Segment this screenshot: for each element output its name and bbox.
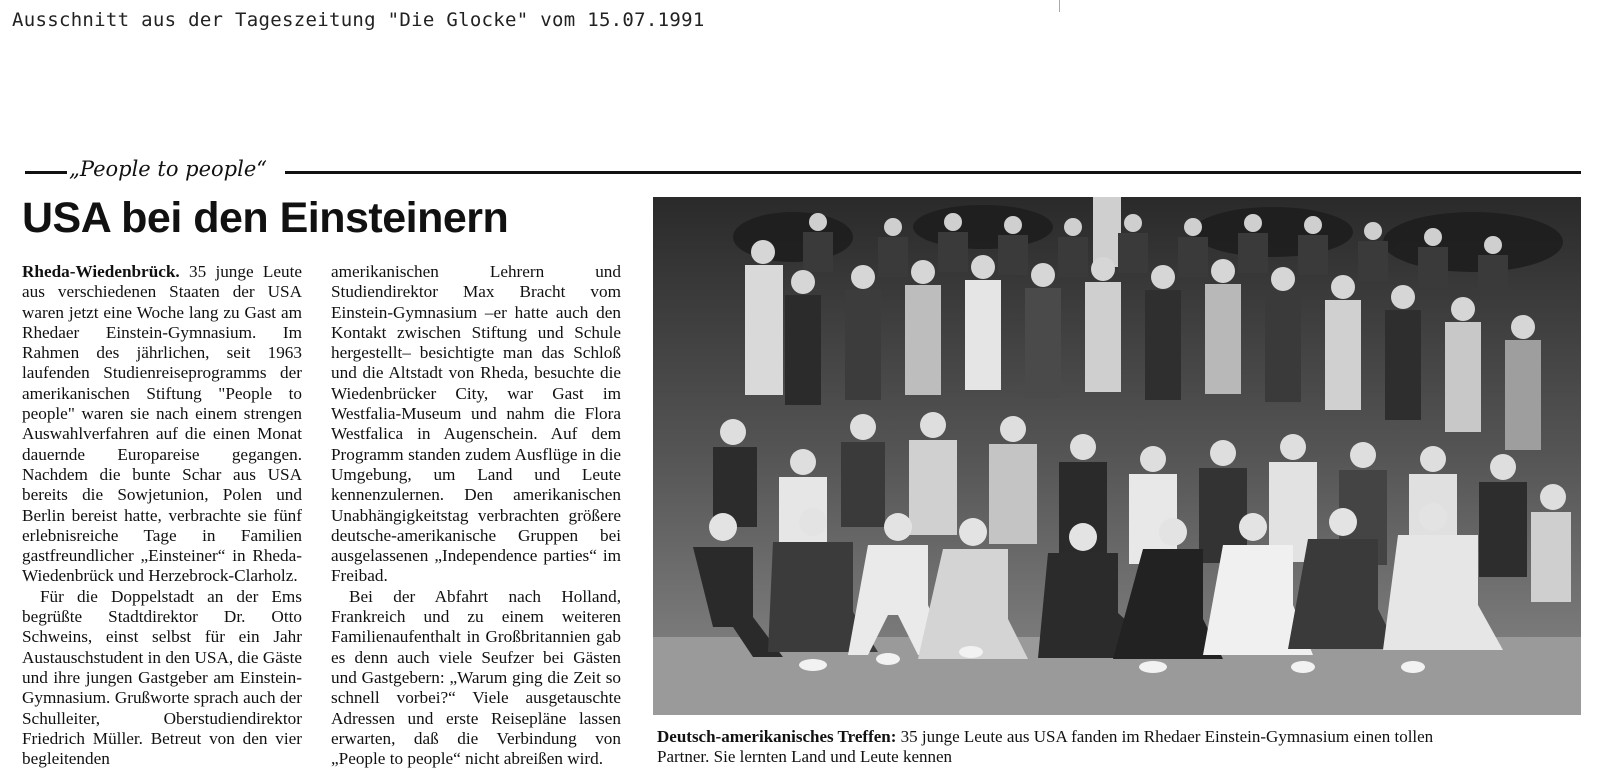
- kicker-right-rule: [285, 171, 1581, 174]
- group-photo-illustration: [653, 197, 1581, 715]
- clipping-source-header: Ausschnitt aus der Tageszeitung "Die Glocke" vom 15.07.1991: [12, 9, 705, 31]
- article-dateline: Rheda-Wiedenbrück.: [22, 262, 180, 281]
- article-paragraph-2: Für die Doppelstadt an der Ems begrüßte Stadtdirektor Dr. Otto Schweins, einst selbst für ein Jahr Austauschstudent in den USA, die Gäste und ihre jungen Gastgeber am Einstein-Gymnasium. Grußworte sprach auch der Schulleiter, Oberstudiendirektor Friedrich Müller. Betreut von den vier begleitenden: [22, 586, 302, 769]
- caption-text: 35 junge Leute aus USA fanden im Rhedaer Einstein-Gymnasium einen tollen: [900, 727, 1434, 746]
- caption-line-2: Partner. Sie lernten Land und Leute kennen: [657, 747, 953, 766]
- article-paragraph-3: amerikanischen Lehrern und Studiendirektor Max Bracht vom Einstein-Gymnasium –er hatte auch den Kontakt zwischen Stiftung und Schule hergestellt– besichtigte man das Schloß und die Altstadt von Rheda, besuchte die Wiedenbrücker City, war Gast im Westfalia-Museum und nahm die Flora Westfalica in Augenschein. Auf dem Programm standen zudem Ausflüge in die Umgebung, um Land und Leute kennenzulernen. Den amerikanischen Unabhängigkeitstag verbrachten größere deutsche-amerikanische Gruppen bei ausgelassenen „Independence parties“ im Freibad.: [331, 262, 621, 586]
- kicker-left-rule: [25, 171, 67, 174]
- kicker-row: [25, 157, 1581, 186]
- caption-lead: Deutsch-amerikanisches Treffen:: [657, 727, 897, 746]
- article-column-1: [22, 262, 302, 769]
- article-kicker: „People to people“: [69, 157, 267, 181]
- article-column-2: [331, 262, 621, 769]
- caption-line-1: [657, 727, 1587, 747]
- article-headline: USA bei den Einsteinern: [22, 194, 509, 242]
- paragraph-1-text: 35 junge Leute aus verschiedenen Staaten der USA waren jetzt eine Woche lang zu Gast am Rhedaer Einstein-Gymnasium. Im Rahmen des jährlichen, seit 1963 laufenden Studienreiseprogramms der amerikanischen Stiftung "People to people" waren sie nach einem strengen Auswahlverfahren auf die einen Monat dauernde Europareise gegangen. Nachdem die bunte Schar aus USA bereits die Sowjetunion, Polen und Berlin bereist hatte, verbrachte sie fünf erlebnisreiche Tage in Familien gastfreundlicher „Einsteiner“ in Rheda-Wiedenbrück und Herzebrock-Clarholz.: [22, 262, 303, 586]
- photo-caption: [657, 727, 1587, 767]
- article-paragraph-4: Bei der Abfahrt nach Holland, Frankreich und zu einem weiteren Familienaufenthalt in Großbritannien gab es denn auch viele Seufzer bei Gästen und Gastgebern: „Warum ging die Zeit so schnell vorbei?“ Viele ausgetauschte Adressen und erste Reisepläne lassen erwarten, daß die Verbindung von „People to people“ nicht abreißen wird.: [331, 586, 621, 769]
- group-photo: [653, 197, 1581, 715]
- scan-edge-mark: [1059, 0, 1060, 12]
- article-paragraph-1: [22, 262, 302, 587]
